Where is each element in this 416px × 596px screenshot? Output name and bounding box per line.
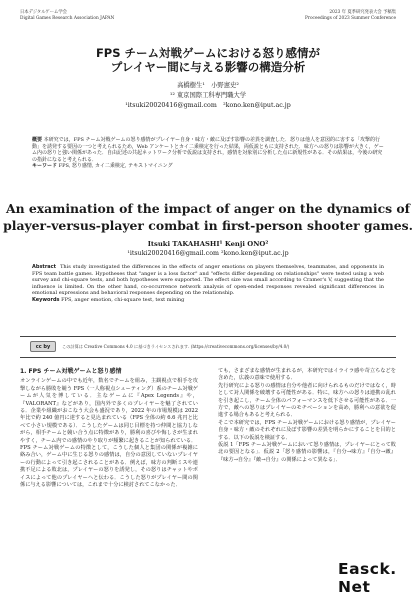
body-column-right xyxy=(218,368,396,464)
paper-title-ja-line2: プレイヤー間に与える影響の構造分析 xyxy=(110,60,306,74)
creative-commons-icon: cc by xyxy=(30,341,56,352)
society-name-ja: 日本デジタルゲーム学会 xyxy=(20,10,67,15)
section-1-title: 1. FPS チーム対戦ゲームと怒り感情 xyxy=(20,368,122,375)
keywords-ja-text: FPS, 怒り感情, カイ二乗検定, テキストマイニング xyxy=(58,163,173,170)
proceedings-header-left xyxy=(20,10,114,22)
keywords-en xyxy=(32,297,384,304)
paper-title-en-line2: player-versus-player combat in first-person shooter games. xyxy=(3,218,413,233)
author-names-ja: 高橋樹生¹ 小野憲史² xyxy=(177,82,239,89)
body-paragraph: 仮説 1「FPS チーム対戦ゲームにおいて怒り感情は，プレイヤーにとって敗北の要因となる」．仮説 2「怒り感情の影響は，『自分→味方』『自分→敵』『味方→自分』『敵→自分』の関係によって異なる」． xyxy=(218,442,396,463)
body-paragraph: 先行研究による怒りの感情は自分や他者に向けられるものだけではなく，時として対人関係を破壊する可能性がある．特に，味方への怒りは連携の乱れを引き起こし，チーム全体のパフォーマンスを低下させる可能性がある．一方で，敵への怒りはプレイヤーのモチベーションを高め，勝利への意欲を促進する場合もあると考えられる． xyxy=(218,382,396,419)
paper-title-ja-line1: FPS チーム対戦ゲームにおける怒り感情が xyxy=(95,46,321,60)
society-name-en: Digital Games Research Association JAPAN xyxy=(20,16,115,21)
keywords-en-label: Keywords xyxy=(32,296,60,303)
paper-title-ja xyxy=(0,46,416,74)
proceedings-header-right xyxy=(305,10,396,22)
divider-top xyxy=(20,336,396,337)
author-emails-en: ¹itsuki20020416@gmail.com ²kono.ken@iput.ac.jp xyxy=(127,250,289,257)
keywords-en-text: FPS, anger emotion, chi-square test, text mining xyxy=(61,296,185,303)
site-watermark: Easck. Net xyxy=(338,560,397,596)
divider-bottom xyxy=(20,357,396,358)
author-names-en: Itsuki TAKAHASHI¹ Kenji ONO² xyxy=(147,240,269,248)
conference-name-ja: 2023 年 夏季研究発表大会 予稿集 xyxy=(329,10,396,15)
paper-title-en-line1: An examination of the impact of anger on the dynamics of xyxy=(5,201,411,216)
body-column-left xyxy=(20,368,198,490)
abstract-en-label: Abstract xyxy=(32,264,57,270)
abstract-en-text: This study investigated the differences in the effects of anger emotions on players themselves, teammates, and opponents in FPS team battle games. Hypotheses that "anger is a loss factor" and "effects differ depending on relationships" were tested using a web survey and chi-square tests, and both hypotheses were supported. The effect size was small according to Cramer's V, suggesting that the influence is limited. On the other hand, co-occurrence network analysis of open-ended responses revealed significant differences in emotional expressions and behavioral responses depending on the relationship. xyxy=(32,264,384,297)
abstract-en xyxy=(32,264,384,304)
author-emails-ja: ¹itsuki20020416@gmail.com ²kono.ken@iput.ac.jp xyxy=(125,102,291,109)
abstract-ja-label: 概要 xyxy=(32,137,43,143)
paper-title-en xyxy=(0,200,416,234)
body-paragraph: ても，さまざまな感情が生まれるが，本研究ではイライラ感や苛立ちなどを含めた，広義の意味で使用する． xyxy=(218,368,396,382)
author-affiliation: ¹² 東京国際工科専門職大学 xyxy=(169,92,247,99)
abstract-ja-text: 本研究では，FPS チーム対戦ゲームの怒り感情がプレイヤー自身・味方・敵に及ぼす影響の差異を調査した．怒りは他人を意図的に害する「攻撃的行動」を誘発する要因の一つと考えられるため，Web アンケートとカイ二乗検定を行った結果，両仮説ともに支持された．味方への怒りは影響が大きく，ゲーム内の怒りと強い関係があった．自由記述の共起ネットワーク分析で仮説は支持され，感情を対象別に分析した点に新規性がある．その結果は，今後の研究の指針になると考えられる． xyxy=(32,137,384,163)
keywords-ja xyxy=(32,163,384,170)
conference-name-en: Proceedings of 2023 Summer Conference xyxy=(305,16,396,21)
body-paragraph: オンラインゲームの中でも近年，数名でチームを組み，主観視点で相手を攻撃しながら勝敗を競う FPS（一人称視点シューティング）系のチーム対戦ゲームが人気を博している．主なゲームに『Apex Legends』や，『VALORANT』などがあり，国内外で多くのプレイヤーを魅了されている．企業や組織がおこなう大会も盛況であり，2022 年の市場規模は 2022 年比で約 240 億円に達すると見込まれている（FPS 全体の約 6.6 兆円と比べて小さい規模である）．こうしたゲームは同じ目標を持つ仲間と協力しながら，相手チームと競い合う点に特徴があり，勝利の喜びや悔しさが生まれやすく，チーム内での感情のやり取りが頻繁に起きることが知られている． xyxy=(20,378,198,444)
license-text: この計算は Creative Commons 4.0 に基づきライセンスされます. (https://creativecommons.org/licenses/by/4.0/) xyxy=(62,343,290,349)
body-paragraph: FPS チーム対戦ゲームの特徴として，こうした個人と集団の関係が複雑に絡み合い，ゲーム中に生じる怒りの感情は，自分の意図していないプレイヤーの行動によって引き起こされることがある．例えば，味方の判断ミスや連携不足による敗北は，プレイヤーの怒りを誘発し，その怒りはチャットやボイスによって他のプレイヤーへと伝わる．こうした怒りがプレイヤー間の関係に与える影響については，これまで十分に検討されてこなかった． xyxy=(20,445,198,489)
body-paragraph: そこで本研究では，FPS チーム対戦ゲームにおける怒り感情が，プレイヤー自身・味方・敵のそれぞれに及ぼす影響の差異を明らかにすることを目的とする．以下の仮説を検証する． xyxy=(218,419,396,441)
abstract-ja xyxy=(32,137,384,170)
keywords-ja-label: キーワード xyxy=(32,163,58,170)
license-notice xyxy=(30,341,289,352)
